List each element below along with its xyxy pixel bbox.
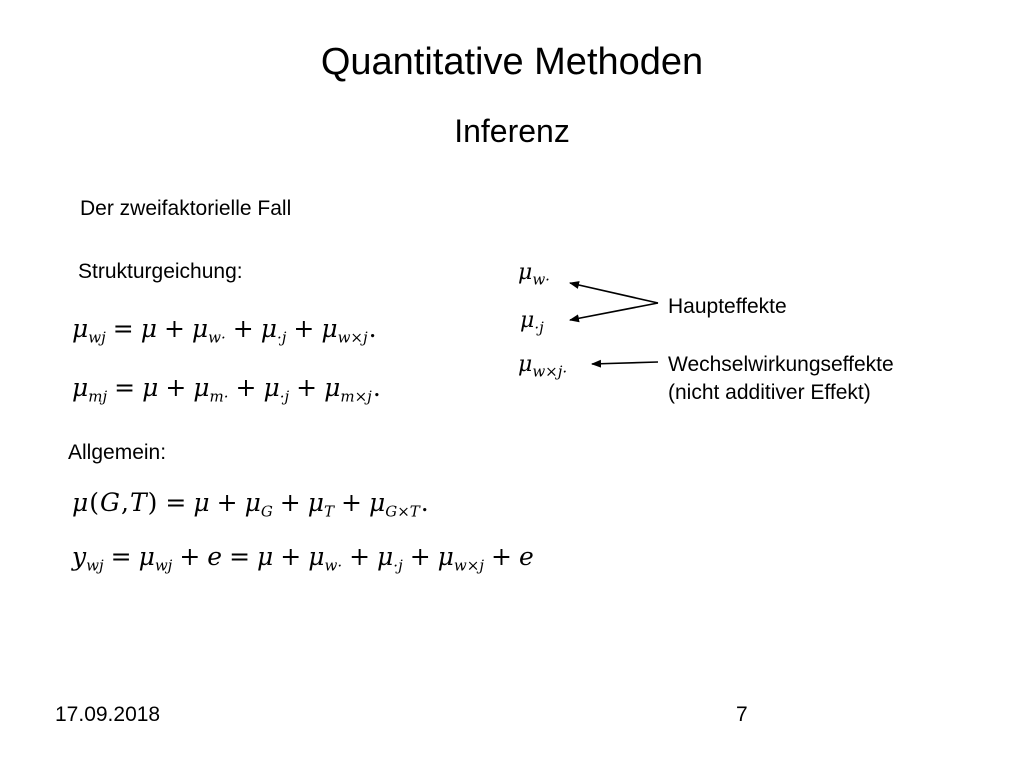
general-equation-y: $y_{wj} = \mu_{wj} + e = \mu + \mu_{w\cdot} + \mu_{\cdot j} + \mu_{w\times j} + e$: [72, 542, 534, 575]
arrow-to-mu-w: [570, 283, 658, 303]
slide-title: Quantitative Methoden: [320, 41, 704, 83]
interaction-effects-note: (nicht additiver Effekt): [668, 381, 871, 404]
structure-equation-w: $\mu_{wj} = \mu + \mu_{w\cdot} + \mu_{\cdot j} + \mu_{w\times j}$.: [72, 314, 377, 347]
structure-equation-label: Strukturgeichung:: [78, 260, 243, 283]
effect-symbol-j: $\mu_{\cdot j}$: [520, 308, 544, 337]
slide-subtitle: Inferenz: [454, 113, 570, 149]
section-label: Der zweifaktorielle Fall: [80, 197, 292, 220]
page-number: 7: [736, 703, 748, 726]
main-effects-label: Haupteffekte: [668, 295, 787, 318]
effect-symbol-wxj: $\mu_{w\times j\cdot}$: [518, 352, 568, 381]
footer-date: 17.09.2018: [55, 703, 161, 726]
general-equation-mu: $\mu(G,T) = \mu + \mu_G + \mu_T + \mu_{G\times T}$.: [72, 488, 429, 521]
arrow-to-mu-j: [570, 303, 658, 320]
general-label: Allgemein:: [68, 441, 167, 464]
interaction-effects-label: Wechselwirkungseffekte: [668, 353, 894, 376]
arrow-to-mu-wxj: [592, 362, 658, 364]
effect-symbol-w: $\mu_{w\cdot}$: [518, 260, 550, 289]
structure-equation-m: $\mu_{mj} = \mu + \mu_{m\cdot} + \mu_{\cdot j} + \mu_{m\times j}$.: [72, 373, 381, 406]
